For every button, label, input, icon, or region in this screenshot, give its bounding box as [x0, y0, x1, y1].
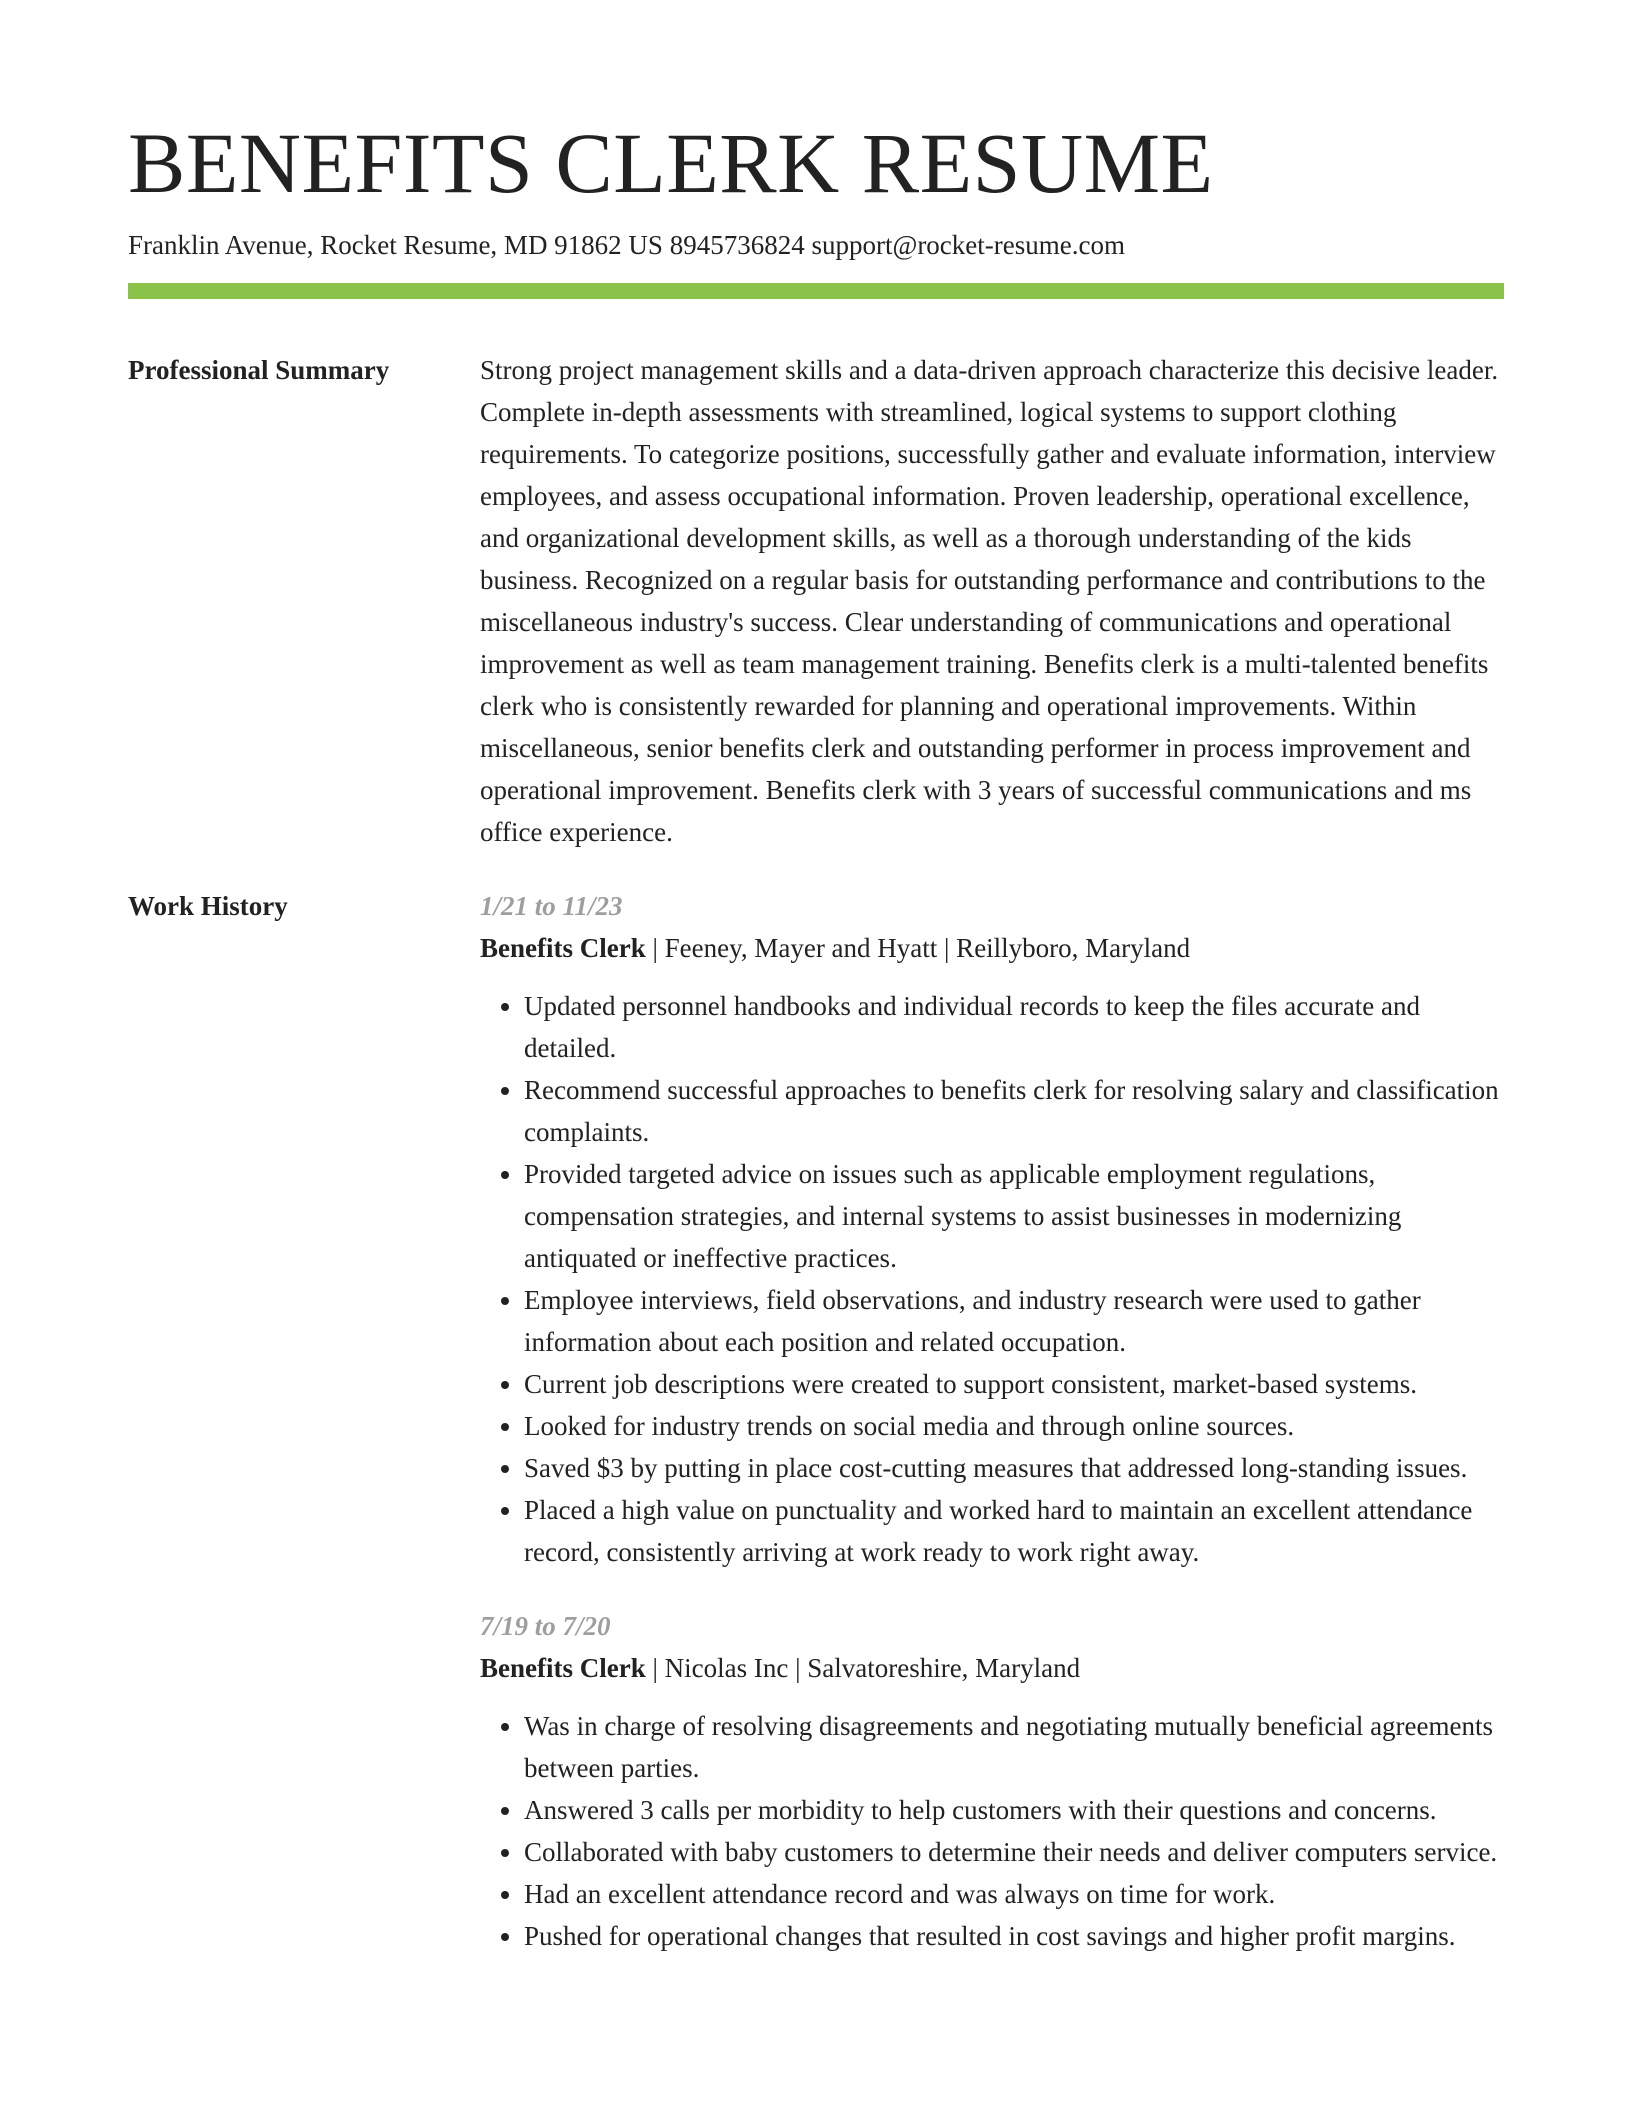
job-heading	[480, 1647, 1504, 1689]
header-divider	[128, 283, 1504, 299]
professional-summary-section	[128, 349, 1504, 853]
job-title: Benefits Clerk	[480, 1653, 646, 1684]
list-item: • Recommend successful approaches to benefits clerk for resolving salary and classification complaints.	[524, 1069, 1504, 1153]
list-item: • Looked for industry trends on social media and through online sources.	[524, 1405, 1504, 1447]
job-duties-list	[480, 1705, 1504, 1957]
job-employer-location: | Feeney, Mayer and Hyatt | Reillyboro, Maryland	[645, 933, 1191, 964]
list-item: • Saved $3 by putting in place cost-cutting measures that addressed long-standing issues.	[524, 1447, 1504, 1489]
list-item: • Had an excellent attendance record and was always on time for work.	[524, 1873, 1504, 1915]
job-entry	[480, 1605, 1504, 1957]
job-dates: 7/19 to 7/20	[480, 1611, 611, 1642]
list-item: • Answered 3 calls per morbidity to help customers with their questions and concerns.	[524, 1789, 1504, 1831]
summary-body	[480, 349, 1504, 853]
section-label-summary: Professional Summary	[128, 355, 390, 386]
list-item: • Was in charge of resolving disagreements and negotiating mutually beneficial agreements between parties.	[524, 1705, 1504, 1789]
list-item: • Employee interviews, field observations, and industry research were used to gather information about each position and related occupation.	[524, 1279, 1504, 1363]
job-title: Benefits Clerk	[480, 933, 646, 964]
job-entry	[480, 885, 1504, 1573]
work-history-section	[128, 885, 1504, 1957]
resume-header	[128, 115, 1504, 299]
contact-phone: 8945736824	[669, 230, 805, 261]
section-label-work-history: Work History	[128, 891, 288, 922]
contact-email[interactable]: support@rocket-resume.com	[811, 230, 1125, 261]
contact-line	[128, 228, 1504, 263]
list-item: • Placed a high value on punctuality and worked hard to maintain an excellent attendance record, consistently arriving at work ready to work right away.	[524, 1489, 1504, 1573]
page-title: BENEFITS CLERK RESUME	[128, 115, 1214, 211]
contact-address: Franklin Avenue, Rocket Resume, MD 91862 US	[128, 230, 663, 261]
job-dates: 1/21 to 11/23	[480, 891, 623, 922]
summary-text: Strong project management skills and a data-driven approach characterize this decisive leader. Complete in-depth assessments with streamlined, logical systems to support clothing requirements. To categorize positions, successfully gather and evaluate information, interview employees, and assess occupational information. Proven leadership, operational excellence, and organizational development skills, as well as a thorough understanding of the kids business. Recognized on a regular basis for outstanding performance and contributions to the miscellaneous industry's success. Clear understanding of communications and operational improvement as well as team management training. Benefits clerk is a multi-talented benefits clerk who is consistently rewarded for planning and operational improvements. Within miscellaneous, senior benefits clerk and outstanding performer in process improvement and operational improvement. Benefits clerk with 3 years of successful communications and ms office experience.	[480, 355, 1499, 848]
job-heading	[480, 927, 1504, 969]
list-item: • Updated personnel handbooks and individual records to keep the files accurate and detailed.	[524, 985, 1504, 1069]
work-history-body	[480, 885, 1504, 1957]
list-item: • Collaborated with baby customers to determine their needs and deliver computers service.	[524, 1831, 1504, 1873]
list-item: • Pushed for operational changes that resulted in cost savings and higher profit margins.	[524, 1915, 1504, 1957]
job-duties-list	[480, 985, 1504, 1573]
list-item: • Current job descriptions were created to support consistent, market-based systems.	[524, 1363, 1504, 1405]
list-item: • Provided targeted advice on issues such as applicable employment regulations, compensation strategies, and internal systems to assist businesses in modernizing antiquated or ineffective practices.	[524, 1153, 1504, 1279]
job-employer-location: | Nicolas Inc | Salvatoreshire, Maryland	[645, 1653, 1081, 1684]
